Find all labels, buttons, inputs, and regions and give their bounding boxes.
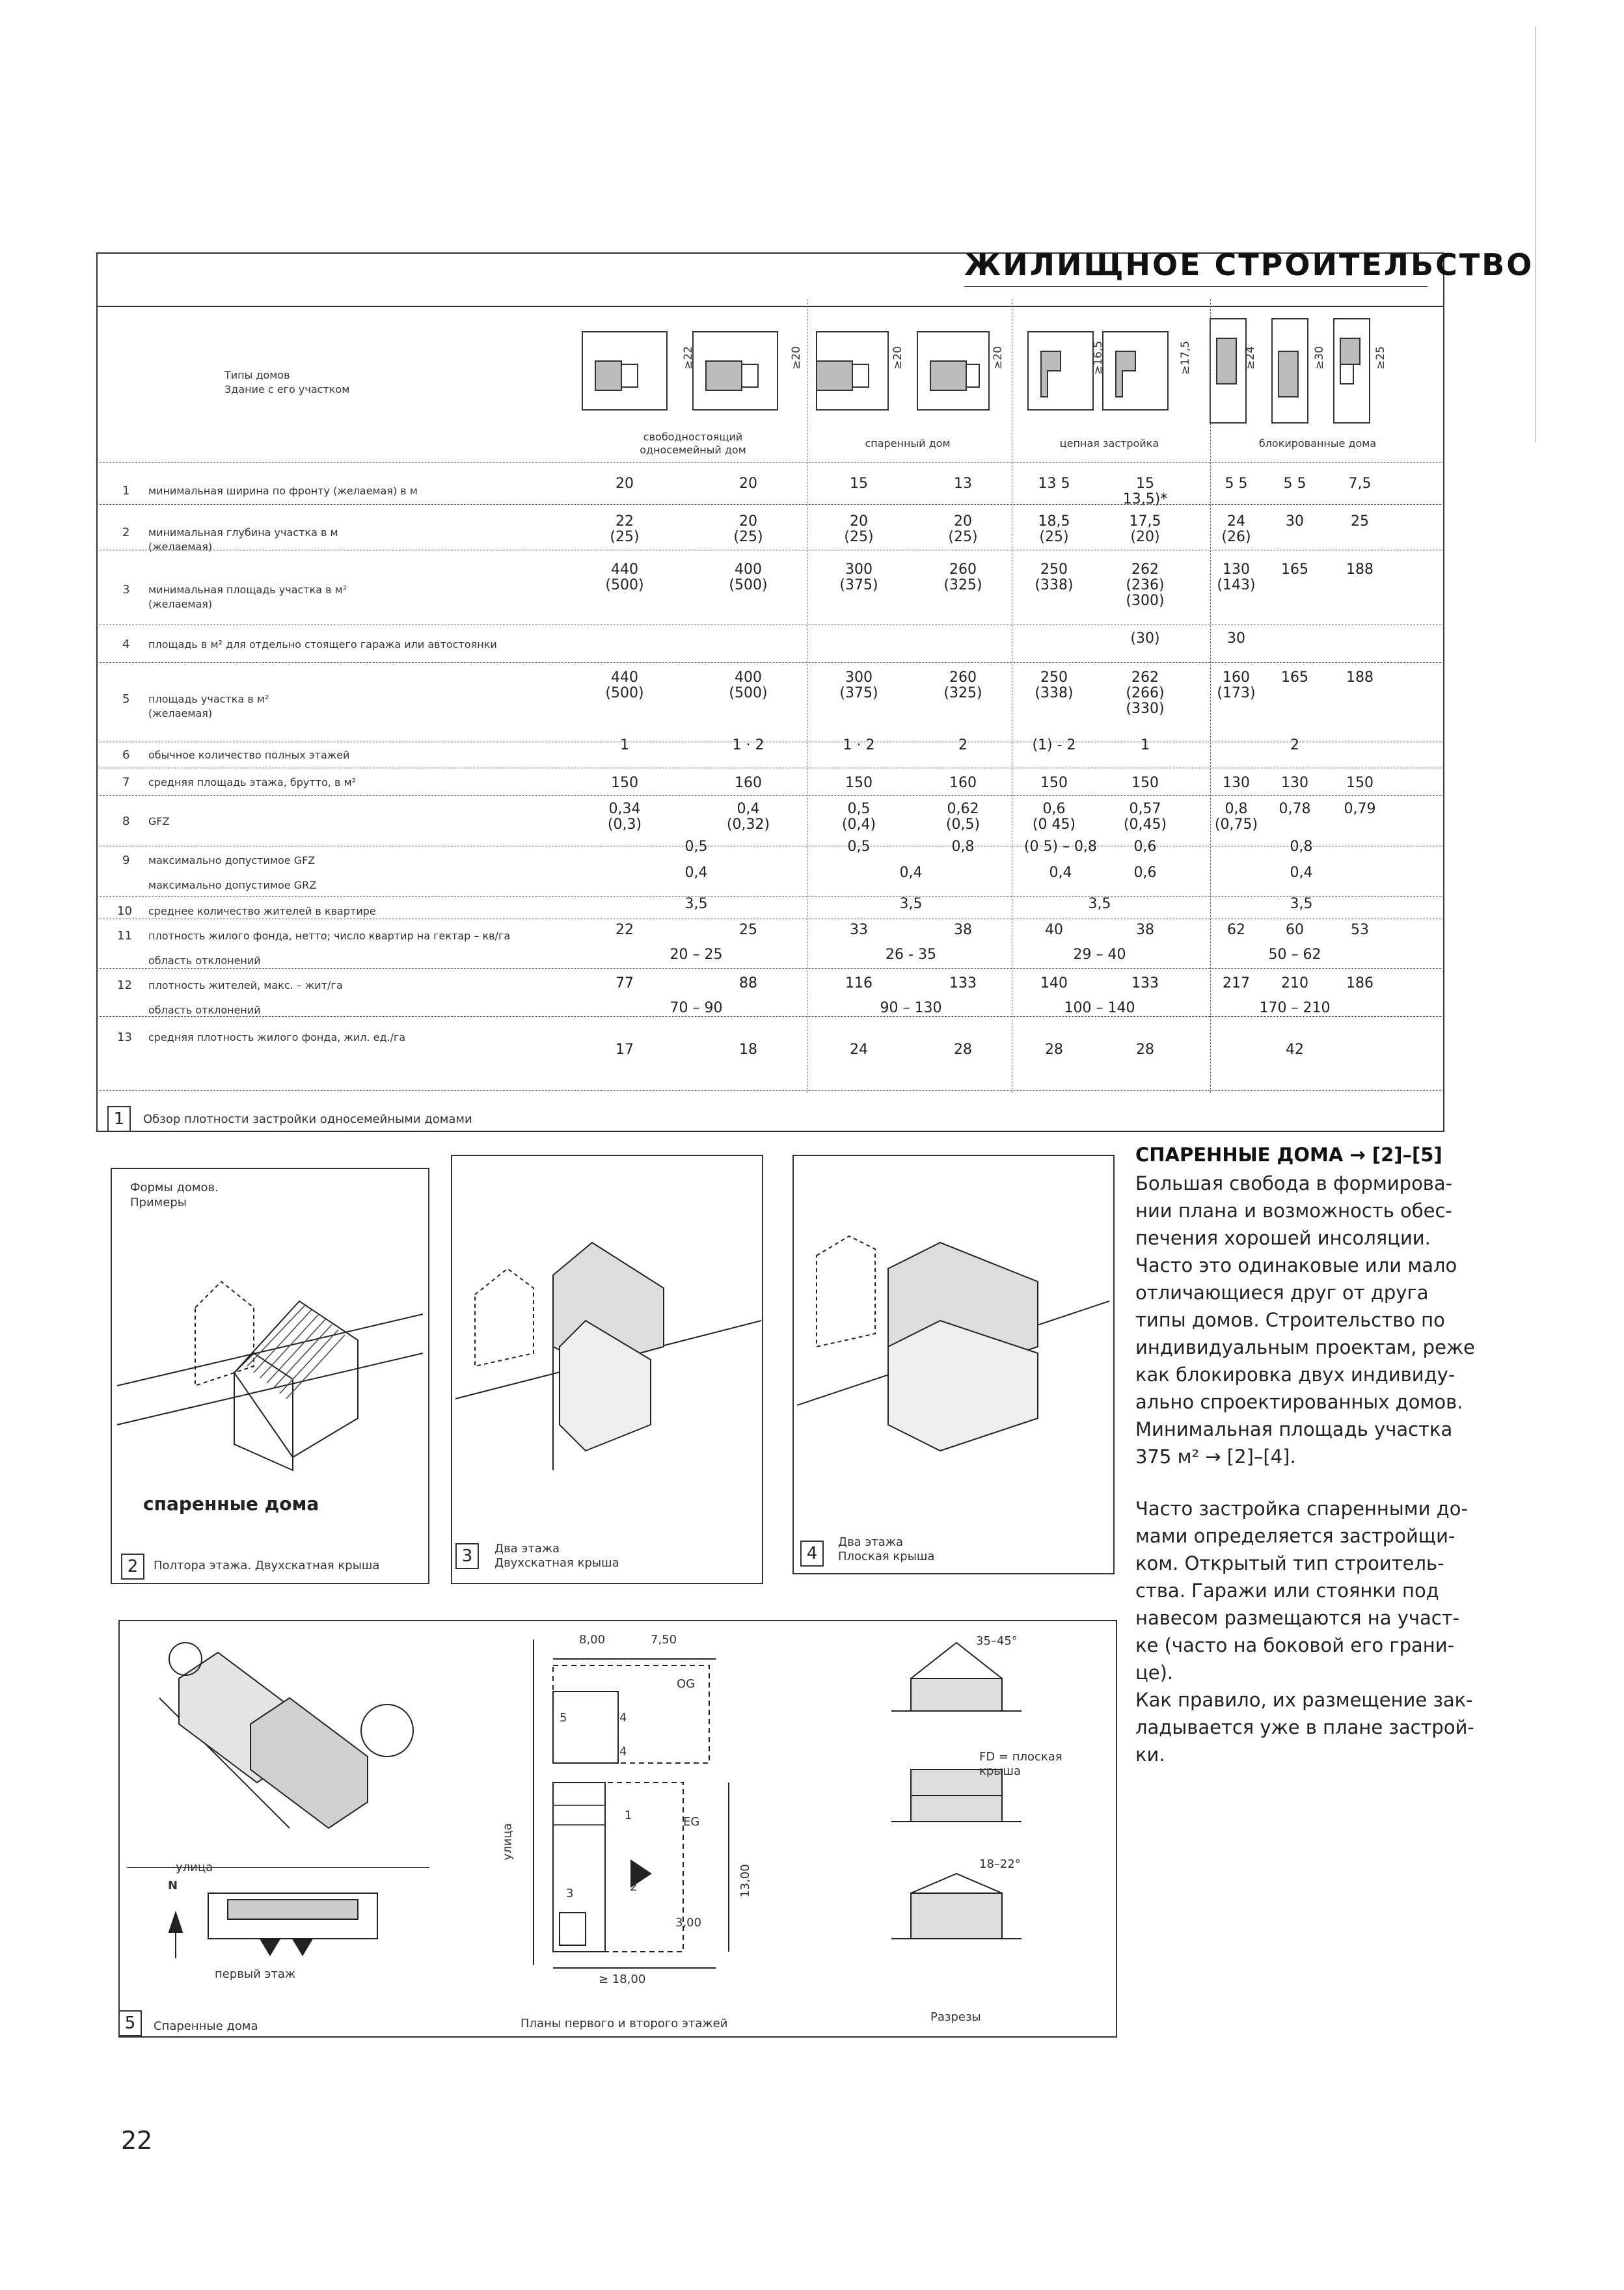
table-cell: 5 5 [1225,476,1248,492]
table-cell: 38 [954,922,972,938]
table-cell: 90 – 130 [880,1000,942,1016]
row-label: среднее количество жителей в квартире [148,905,376,917]
table-cell: 260 (325) [943,669,982,701]
group-semidetached: спаренный дом [865,437,951,450]
table-cell: 188 [1346,561,1374,578]
table-cell: 29 – 40 [1073,947,1126,963]
row-num: 12 [117,978,132,992]
section-1: 35–45° [976,1634,1018,1648]
table-rule [96,1016,1444,1017]
table-cell: (0 5) – 0,8 [1023,839,1098,855]
table-cell: 0,4 [899,865,923,881]
dim-1800: ≥ 18,00 [599,1973,646,1986]
table-cell: 24 (26) [1221,513,1251,545]
figure-number: 2 [121,1554,144,1580]
table-cell: 188 [1346,669,1374,686]
row-label: средняя площадь этажа, брутто, в м² [148,776,356,788]
dim-750: 7,50 [651,1633,677,1647]
table-cell: 20 [739,476,757,492]
table-cell: 0,79 [1344,801,1376,817]
plans-caption: Планы первого и второго этажей [521,2017,728,2030]
fig2-label: Формы домов. [130,1181,219,1194]
dim-300: 3,00 [675,1916,702,1930]
row-label: (желаемая) [148,598,213,610]
row-label: GFZ [148,815,170,828]
row-label: плотность жителей, макс. – жит/га [148,979,343,991]
table-cell: 0,5 [684,839,708,855]
plan-n4a: 4 [619,1711,627,1725]
table-cell: 160 [735,775,762,791]
table-cell: 186 [1346,975,1374,991]
table-cell: 17,5 (20) [1129,513,1161,545]
plan-dim: ≥20 [991,346,1005,370]
table-cell: 300 (375) [839,561,878,593]
fig4-caption-2: Плоская крыша [838,1550,935,1563]
page-number: 22 [121,2126,153,2155]
row-label: область отклонений [148,954,261,967]
table-cell: 250 (338) [1035,669,1074,701]
row-num: 1 [122,484,130,498]
table-cell: 22 (25) [610,513,640,545]
table-cell: 217 [1223,975,1250,991]
table-cell: 1 · 2 [843,737,875,753]
plan-dim: ≥24 [1243,346,1257,370]
table-cell: 28 [1136,1042,1154,1058]
row-num: 3 [122,583,130,597]
table-cell: 0,5 [847,839,871,855]
sections [885,1633,1080,1984]
table-cell: 210 [1281,975,1308,991]
table-cell: 0,34 (0,3) [607,801,642,833]
house-type-plans [573,312,1431,429]
table-cell: 0,6 (0 45) [1032,801,1076,833]
table-cell: 20 – 25 [670,947,723,963]
table-cell: 30 [1286,513,1304,530]
street-line [127,1867,429,1868]
row-label: площадь в м² для отдельно стоящего гаража или автостоянки [148,638,497,651]
table-cell: 30 [1227,630,1245,647]
table-cell: 24 [850,1042,868,1058]
table-cell: 130 [1281,775,1308,791]
page-title: ЖИЛИЩНОЕ СТРОИТЕЛЬСТВО [964,247,1534,282]
table-cell: 38 [1136,922,1154,938]
table-cell: 0,6 [1133,839,1157,855]
table-cell: 116 [845,975,873,991]
row-num: 5 [122,692,130,706]
table-cell: 133 [949,975,977,991]
table-cell: 1 [1141,737,1150,753]
table-cell: 3,5 [1088,896,1111,912]
table-cell: 260 (325) [943,561,982,593]
table-rule [96,1090,1444,1091]
table-cell: 60 [1286,922,1304,938]
table-cell: 2 [1290,737,1299,753]
table-cell: 77 [616,975,634,991]
table-cell: 62 [1227,922,1245,938]
table-cell: (1) - 2 [1032,737,1076,753]
table-cell: 1 · 2 [732,737,765,753]
plan-dim: ≥20 [891,346,904,370]
table-cell: 262 (266) (330) [1126,669,1165,717]
table-cell: 150 [1040,775,1068,791]
fig4-caption-1: Два этажа [838,1535,904,1549]
table-cell: 165 [1281,669,1308,686]
table-rule [96,504,1444,505]
table-cell: 150 [845,775,873,791]
row-num: 9 [122,854,130,867]
row-label: плотность жилого фонда, нетто; число квартир на гектар – кв/га [148,930,511,942]
fig5-caption: Спаренные дома [154,2019,258,2033]
table-cell: 3,5 [899,896,923,912]
header-label-1: Типы домов [224,369,290,381]
semi-detached-drawing [117,1236,423,1496]
row-label: максимально допустимое GFZ [148,854,316,867]
row-num: 6 [122,748,130,762]
row-label: площадь участка в м² [148,693,269,705]
group-chain: цепная застройка [1059,437,1159,450]
table-cell: 53 [1351,922,1369,938]
side-paragraph-2: Часто застройка спаренными до- мами определяется застройщи- ком. Открытый тип строитель- ства. Гаражи или стоянки под навесом размещаются на участ- ке (часто на боковой его грани- це). Как правило, их размещение зак- ладывается уже в плане застрой- ки. [1135,1498,1474,1766]
table-cell: 165 [1281,561,1308,578]
table-cell: 0,4 (0,32) [726,801,770,833]
plan-dim: ≥30 [1312,346,1326,370]
table-cell: 40 [1045,922,1063,938]
table-cell: 20 (25) [844,513,874,545]
plan-n2: 2 [630,1880,638,1894]
figure-caption: Обзор плотности застройки односемейными домами [143,1112,472,1126]
table-rule [96,662,1444,663]
side-paragraph-1: Большая свобода в формирова- нии плана и возможность обес- печения хорошей инсоляции. Часто это одинаковые или мало отличающиеся друг от друга типы домов. Строительство по индивидуальным проектам, реже как блокировка двух индивиду- ально спроектированных домов. Минимальная площадь участка 375 м² → [2]–[4]. [1135,1172,1475,1468]
table-cell: 25 [1351,513,1369,530]
table-cell: 0,5 (0,4) [841,801,876,833]
row-label: минимальная площадь участка в м² [148,584,347,596]
table-cell: 0,8 [1290,839,1313,855]
group-detached: свободностоящий односемейный дом [640,431,746,456]
table-cell: 400 (500) [729,669,768,701]
table-cell: 300 (375) [839,669,878,701]
table-cell: 20 (25) [948,513,978,545]
plan-dim: ≥25 [1374,346,1387,370]
row-label: обычное количество полных этажей [148,749,350,761]
table-cell: 3,5 [684,896,708,912]
title-underline [964,286,1428,287]
table-rule [96,795,1444,796]
table-cell: 18 [739,1042,757,1058]
two-storey-flat-drawing [797,1210,1109,1483]
table-cell: 0,57 (0,45) [1123,801,1167,833]
table-cell: 88 [739,975,757,991]
table-cell: (30) [1130,630,1160,647]
header-rule [96,306,1444,307]
floor-plans [481,1639,787,1978]
table-rule [96,896,1444,897]
row-label: средняя плотность жилого фонда, жил. ед./га [148,1031,406,1044]
table-cell: 20 (25) [733,513,763,545]
table-cell: 0,6 [1133,865,1157,881]
sections-caption: Разрезы [930,2010,981,2024]
table-cell: 150 [611,775,638,791]
plan-dim: ≥16,5 [1092,340,1105,375]
figure-number: 1 [107,1106,131,1132]
fig2-caption: Полтора этажа. Двухскатная крыша [154,1559,380,1572]
table-cell: 160 [949,775,977,791]
fig2-bold-label: спаренные дома [143,1493,319,1515]
side-heading: СПАРЕННЫЕ ДОМА → [2]–[5] [1135,1144,1442,1166]
table-cell: 133 [1131,975,1159,991]
table-cell: 15 [850,476,868,492]
table-rule [96,968,1444,969]
table-cell: 50 – 62 [1268,947,1321,963]
header-label-2: Здание с его участком [224,383,350,396]
table-cell: 18,5 (25) [1038,513,1070,545]
table-cell: 0,62 (0,5) [945,801,981,833]
table-cell: 25 [739,922,757,938]
dim-800: 8,00 [579,1633,606,1647]
figure-number: 5 [118,2010,142,2036]
figure-number: 4 [800,1541,824,1567]
fig2-label: Примеры [130,1196,187,1209]
table-cell: 15 13,5)* [1122,476,1168,507]
plan-n4b: 4 [619,1745,627,1758]
row-num: 4 [122,638,130,651]
row-num: 13 [117,1030,132,1044]
two-storey-gable-drawing [455,1223,761,1496]
table-cell: 150 [1346,775,1374,791]
plan-dim: ≥17,5 [1179,340,1193,375]
table-rule [96,462,1444,463]
table-cell: 250 (338) [1035,561,1074,593]
table-cell: 42 [1286,1042,1304,1058]
table-cell: 140 [1040,975,1068,991]
table-cell: 7,5 [1348,476,1372,492]
table-cell: 0,4 [684,865,708,881]
table-cell: 26 - 35 [886,947,936,963]
street-label: улица [176,1861,213,1874]
table-cell: 13 5 [1038,476,1070,492]
plan-n3: 3 [566,1887,574,1900]
table-cell: 0,8 [951,839,975,855]
plan-dim: ≥20 [789,346,803,370]
row-num: 11 [117,929,132,943]
table-cell: 0,4 [1049,865,1072,881]
table-cell: 0,78 [1279,801,1311,817]
plan-n1: 1 [625,1809,632,1822]
plan-og: OG [677,1677,696,1691]
table-cell: 440 (500) [605,669,644,701]
table-cell: 400 (500) [729,561,768,593]
group-terraced: блокированные дома [1258,437,1377,450]
table-cell: 33 [850,922,868,938]
plan-dim: ≥22 [681,346,695,370]
table-cell: 100 – 140 [1064,1000,1135,1016]
figure-number: 3 [455,1543,479,1569]
first-floor-label: первый этаж [215,1967,296,1981]
table-cell: 2 [958,737,968,753]
table-cell: 20 [616,476,634,492]
table-cell: 130 [1223,775,1250,791]
table-cell: 0,8 (0,75) [1214,801,1258,833]
row-label: минимальная глубина участка в м [148,526,338,539]
table-cell: 150 [1131,775,1159,791]
dim-1300: 13,00 [738,1864,752,1898]
table-cell: 22 [616,922,634,938]
table-cell: 1 [620,737,629,753]
table-cell: 70 – 90 [670,1000,723,1016]
north-label: N [168,1879,178,1893]
table-cell: 3,5 [1290,896,1313,912]
table-cell: 28 [1045,1042,1063,1058]
row-label: минимальная ширина по фронту (желаемая) в м [148,485,418,497]
row-num: 8 [122,815,130,828]
table-cell: 440 (500) [605,561,644,593]
site-axonometric [140,1633,433,1848]
plan-eg: EG [683,1815,700,1829]
table-cell: 5 5 [1283,476,1306,492]
row-num: 7 [122,775,130,789]
fig3-caption-1: Два этажа [494,1542,560,1556]
table-cell: 17 [616,1042,634,1058]
table-cell: 0,4 [1290,865,1313,881]
plan-n5: 5 [560,1711,567,1725]
table-cell: 28 [954,1042,972,1058]
table-cell: 160 (173) [1217,669,1256,701]
row-label: максимально допустимое GRZ [148,879,317,891]
section-3: 18–22° [979,1857,1021,1871]
fig3-caption-2: Двухскатная крыша [494,1556,619,1570]
row-label: (желаемая) [148,541,213,553]
site-plan [150,1874,423,1978]
table-cell: 13 [954,476,972,492]
row-label: (желаемая) [148,707,213,720]
row-num: 2 [122,526,130,539]
table-cell: 262 (236) (300) [1126,561,1165,609]
table-cell: 130 (143) [1217,561,1256,593]
row-label: область отклонений [148,1004,261,1016]
street-vertical: улица [500,1823,515,1861]
row-num: 10 [117,904,132,918]
table-cell: 170 – 210 [1259,1000,1331,1016]
section-2: FD = плоская крыша [979,1750,1062,1778]
